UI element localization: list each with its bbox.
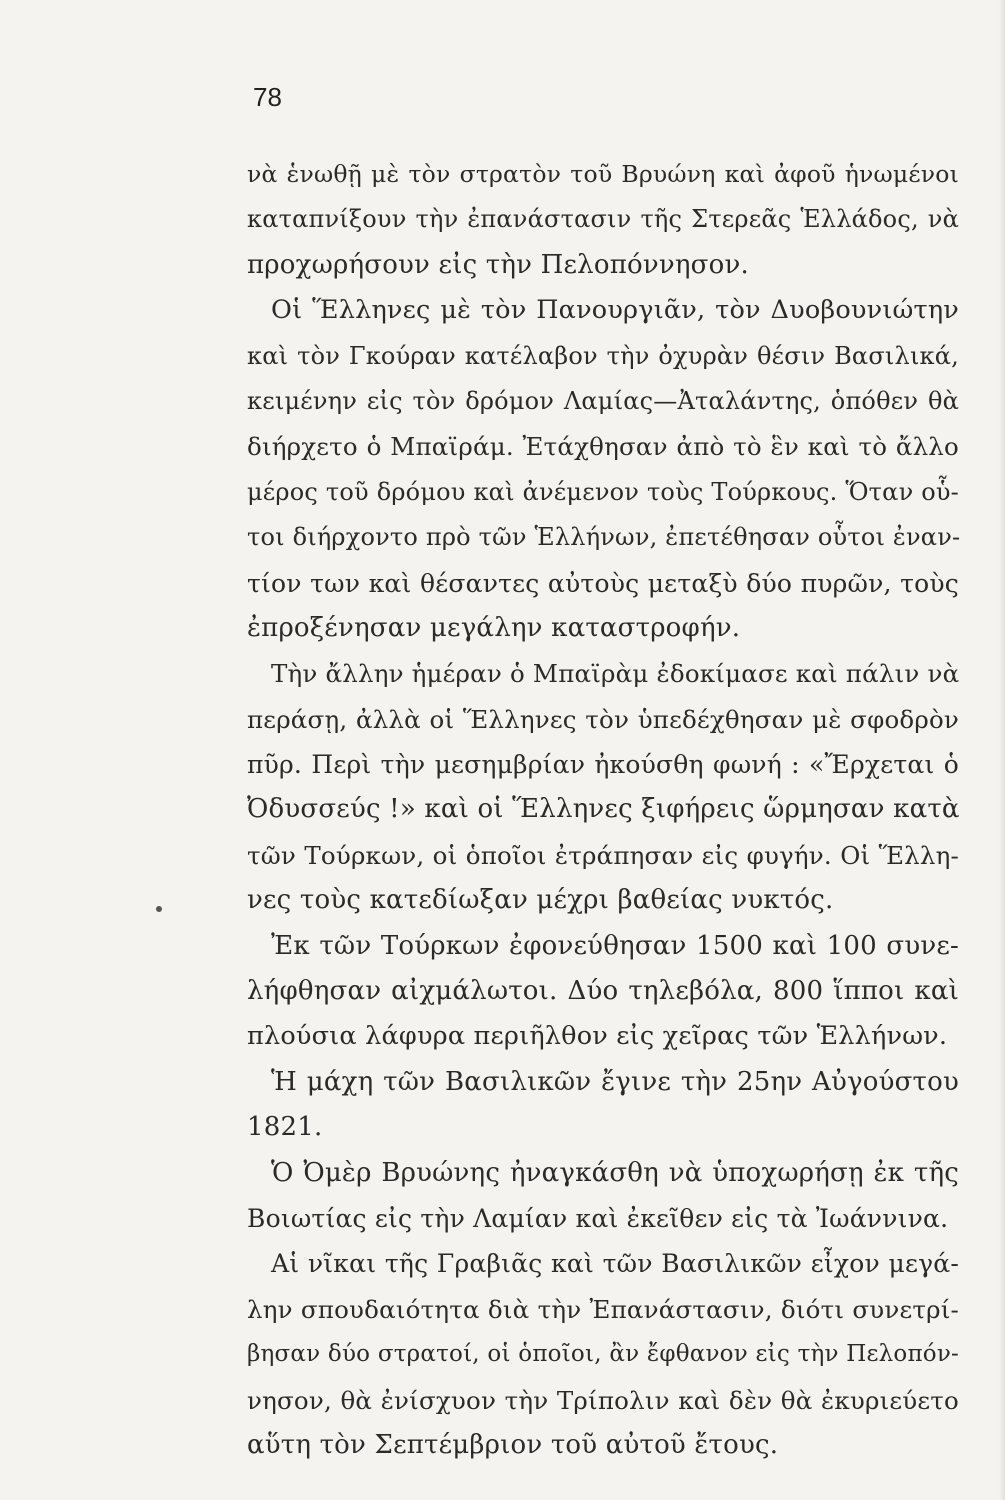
text-line: καταπνίξουν τὴν ἐπανάστασιν τῆς Στερεᾶς Ἑλλάδος, νὰ (247, 205, 959, 234)
text-line: καὶ τὸν Γκούραν κατέλαβον τὴν ὀχυρὰν θέσιν Βασιλικά, (247, 341, 959, 370)
text-line: βησαν δύο στρατοί, οἱ ὁποῖοι, ἂν ἔφθανον εἰς τὴν Πελοπόν- (247, 1341, 959, 1368)
text-line: λην σπουδαιότητα διὰ τὴν Ἐπανάστασιν, διότι συνετρί- (247, 1294, 959, 1324)
text-line: πλούσια λάφυρα περιῆλθον εἰς χεῖρας τῶν Ἑλλήνων. (247, 1021, 948, 1052)
text-line: ἐπροξένησαν μεγάλην καταστροφήν. (247, 612, 741, 643)
text-line: διήρχετο ὁ Μπαϊράμ. Ἐτάχθησαν ἀπὸ τὸ ἓν καὶ τὸ ἄλλο (247, 432, 959, 462)
text-line: Ὁ Ὀμὲρ Βρυώνης ἠναγκάσθη νὰ ὑποχωρήσῃ ἐκ τῆς (271, 1157, 959, 1188)
page-number: 78 (253, 82, 282, 112)
text-line: Αἱ νῖκαι τῆς Γραβιᾶς καὶ τῶν Βασιλικῶν εἶχον μεγά- (271, 1249, 959, 1279)
text-line: νησον, θὰ ἐνίσχυον τὴν Τρίπολιν καὶ δὲν θὰ ἐκυριεύετο (247, 1385, 959, 1415)
text-line: νες τοὺς κατεδίωξαν μέχρι βαθείας νυκτός. (247, 885, 834, 916)
text-line: Τὴν ἄλλην ἡμέραν ὁ Μπαϊρὰμ ἐδοκίμασε καὶ πάλιν νὰ (271, 659, 960, 689)
text-line: Ἡ μάχη τῶν Βασιλικῶν ἔγινε τὴν 25ην Αὐγούστου (271, 1066, 959, 1097)
text-line: πῦρ. Περὶ τὴν μεσημβρίαν ἠκούσθη φωνή : «Ἔρχεται ὁ (247, 750, 959, 780)
ink-speck (156, 906, 162, 912)
text-line: 1821. (247, 1112, 323, 1143)
text-line: κειμένην εἰς τὸν δρόμον Λαμίας—Ἀταλάντης, ὁπόθεν θὰ (247, 386, 959, 415)
body-text (247, 152, 959, 1468)
text-line: περάσῃ, ἀλλὰ οἱ Ἕλληνες τὸν ὑπεδέχθησαν μὲ σφοδρὸν (247, 704, 959, 734)
text-line: λήφθησαν αἰχμάλωτοι. Δύο τηλεβόλα, 800 ἵπποι καὶ (247, 976, 959, 1007)
text-line: μέρος τοῦ δρόμου καὶ ἀνέμενον τοὺς Τούρκους. Ὅταν οὗ- (247, 477, 959, 506)
text-line: Ἐκ τῶν Τούρκων ἐφονεύθησαν 1500 καὶ 100 συνε- (271, 930, 959, 961)
text-line: προχωρήσουν εἰς τὴν Πελοπόννησον. (247, 249, 749, 280)
text-line: τίον των καὶ θέσαντες αὐτοὺς μεταξὺ δύο πυρῶν, τοὺς (247, 568, 959, 598)
text-line: Οἱ Ἕλληνες μὲ τὸν Πανουργιᾶν, τὸν Δυοβουνιώτην (271, 295, 959, 326)
text-line: Βοιωτίας εἰς τὴν Λαμίαν καὶ ἐκεῖθεν εἰς τὰ Ἰωάννινα. (247, 1203, 949, 1233)
page-edge-shadow (999, 0, 1005, 1500)
text-line: νὰ ἑνωθῇ μὲ τὸν στρατὸν τοῦ Βρυώνη καὶ ἀφοῦ ἡνωμένοι (247, 160, 959, 188)
text-line: αὕτη τὸν Σεπτέμβριον τοῦ αὐτοῦ ἔτους. (247, 1429, 779, 1460)
text-line: τῶν Τούρκων, οἱ ὁποῖοι ἐτράπησαν εἰς φυγήν. Οἱ Ἕλλη- (247, 840, 959, 870)
text-line: τοι διήρχοντο πρὸ τῶν Ἑλλήνων, ἐπετέθησαν οὗτοι ἐναν- (247, 523, 961, 552)
text-line: Ὀδυσσεύς !» καὶ οἱ Ἕλληνες ξιφήρεις ὥρμησαν κατὰ (247, 794, 960, 825)
